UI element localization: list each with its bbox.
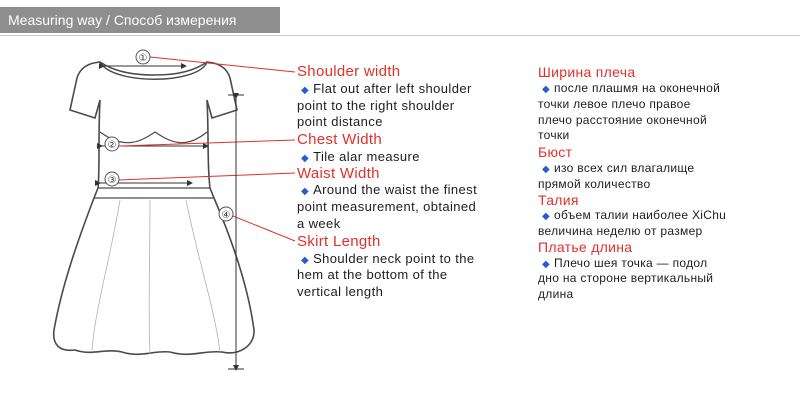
skirt-length-desc-1: ◆ Shoulder neck point to the [301,251,475,266]
waist-width-desc-3: a week [297,216,341,231]
ru-length-desc-3: длина [538,287,574,301]
marker-4: ④ [221,210,231,221]
diamond-icon: ◆ [301,85,310,96]
chest-leader [119,140,295,146]
ru-shoulder-desc-4: точки [538,128,570,142]
shoulder-width-desc-3: point distance [297,114,383,129]
ru-shoulder-desc-2: точки левое плечо правое [538,97,691,111]
ru-length-title: Платье длина [538,239,633,255]
marker-3: ③ [107,175,117,186]
ru-length-desc-2: дно на стороне вертикальный [538,271,714,285]
diamond-icon: ◆ [301,186,310,197]
waist-width-title: Waist Width [297,165,380,182]
ru-length-desc-1: ◆ Плечо шея точка — подол [542,256,708,270]
ru-bust-desc-2: прямой количество [538,177,651,191]
diamond-icon: ◆ [301,153,310,164]
waist-width-desc-1: ◆ Around the waist the finest [301,182,478,197]
marker-2: ② [107,140,117,151]
ru-shoulder-desc-1: ◆ после плашмя на оконечной [542,81,721,95]
shoulder-width-title: Shoulder width [297,63,401,80]
shoulder-width-desc-2: point to the right shoulder [297,98,455,113]
shoulder-leader [150,57,295,72]
skirt-length-title: Skirt Length [297,233,381,250]
skirt-length-desc-3: vertical length [297,284,384,299]
waist-band [94,188,214,198]
marker-1: ① [138,53,148,64]
chest-width-title: Chest Width [297,131,382,148]
header-title: Measuring way / Способ измерения [8,12,237,28]
waist-leader [119,173,295,180]
ru-waist-desc-2: величина неделю от размер [538,224,703,238]
ru-shoulder-title: Ширина плеча [538,64,636,80]
length-leader [233,216,295,241]
skirt-folds [92,200,220,354]
diamond-icon: ◆ [542,259,550,270]
diamond-icon: ◆ [542,211,550,222]
chest-width-desc-1: ◆ Tile alar measure [301,149,420,164]
ru-waist-title: Талия [538,192,579,208]
ru-bust-title: Бюст [538,144,573,160]
skirt-length-desc-2: hem at the bottom of the [297,267,448,282]
diamond-icon: ◆ [301,255,310,266]
diamond-icon: ◆ [542,84,550,95]
diamond-icon: ◆ [542,164,550,175]
waist-width-desc-2: point measurement, obtained [297,199,477,214]
ru-bust-desc-1: ◆ изо всех сил влагалище [542,161,695,175]
shoulder-width-desc-1: ◆ Flat out after left shoulder [301,81,472,96]
ru-shoulder-desc-3: плечо расстояние оконечной [538,113,707,127]
ru-waist-desc-1: ◆ объем талии наиболее XiChu [542,208,727,222]
